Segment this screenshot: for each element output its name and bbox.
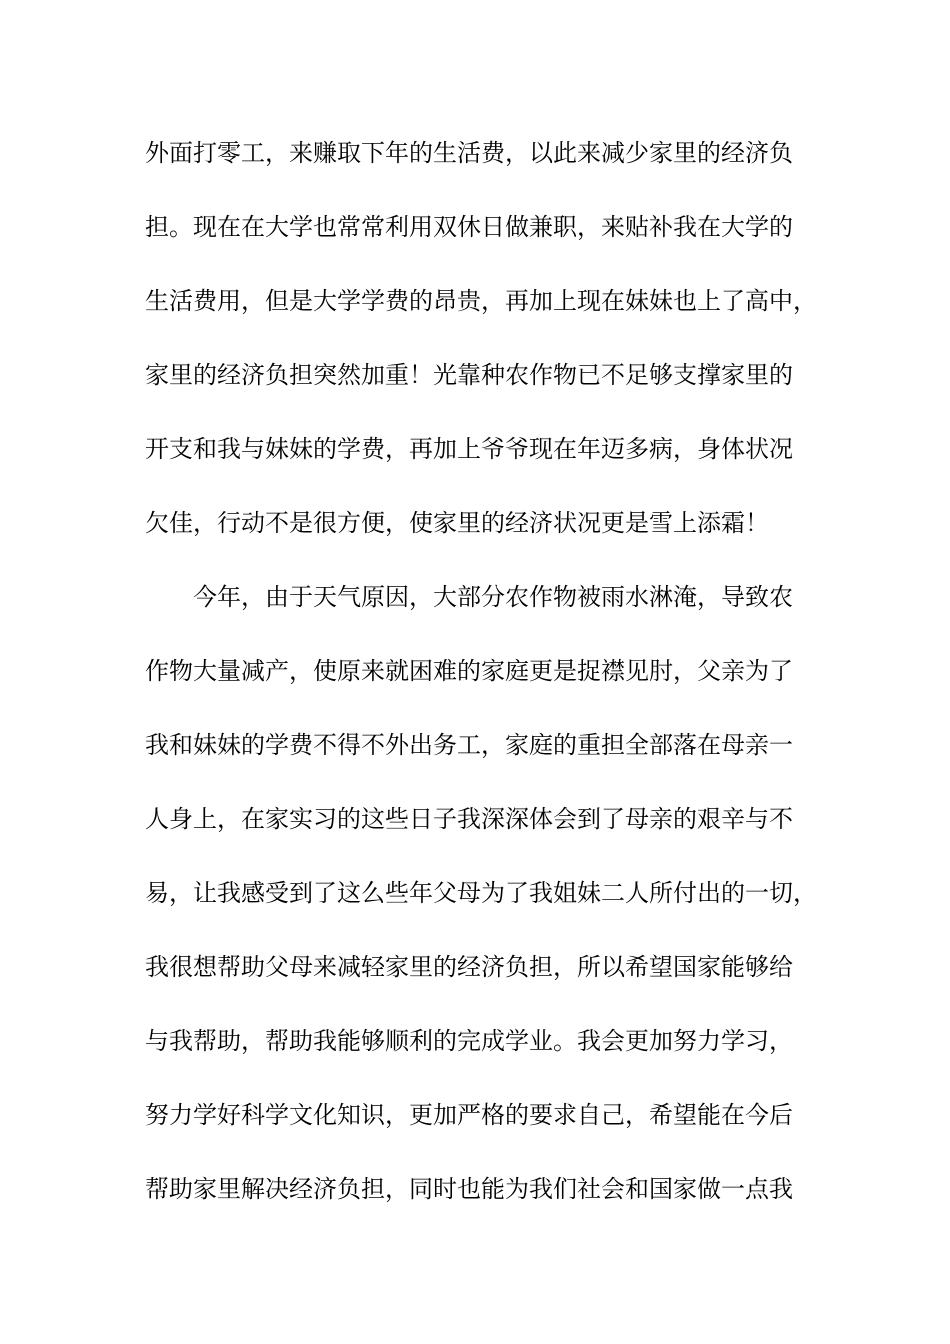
text-line: 生活费用，但是大学学费的昂贵，再加上现在妹妹也上了高中， [145, 287, 817, 315]
text-line: 外面打零工，来赚取下年的生活费，以此来减少家里的经济负 [145, 139, 793, 167]
text-line: 努力学好科学文化知识，更加严格的要求自己，希望能在今后 [145, 1101, 793, 1129]
text-line: 我和妹妹的学费不得不外出务工，家庭的重担全部落在母亲一 [145, 731, 793, 759]
text-line: 家里的经济负担突然加重！光靠种农作物已不足够支撑家里的 [145, 361, 793, 389]
text-line: 我很想帮助父母来减轻家里的经济负担，所以希望国家能够给 [145, 953, 793, 981]
text-line: 担。现在在大学也常常利用双休日做兼职，来贴补我在大学的 [145, 213, 793, 241]
text-line: 开支和我与妹妹的学费，再加上爷爷现在年迈多病，身体状况 [145, 435, 793, 463]
text-line: 易，让我感受到了这么些年父母为了我姐妹二人所付出的一切， [145, 879, 817, 907]
body-text [145, 133, 825, 1243]
text-line: 与我帮助，帮助我能够顺利的完成学业。我会更加努力学习， [145, 1027, 793, 1055]
text-line: 人身上，在家实习的这些日子我深深体会到了母亲的艰辛与不 [145, 805, 793, 833]
text-line: 欠佳，行动不是很方便，使家里的经济状况更是雪上添霜！ [145, 509, 769, 537]
text-line: 作物大量减产，使原来就困难的家庭更是捉襟见肘，父亲为了 [145, 657, 793, 685]
text-line: 帮助家里解决经济负担，同时也能为我们社会和国家做一点我 [145, 1175, 793, 1203]
paragraph-start-line: 今年，由于天气原因，大部分农作物被雨水淋淹，导致农 [193, 583, 793, 611]
